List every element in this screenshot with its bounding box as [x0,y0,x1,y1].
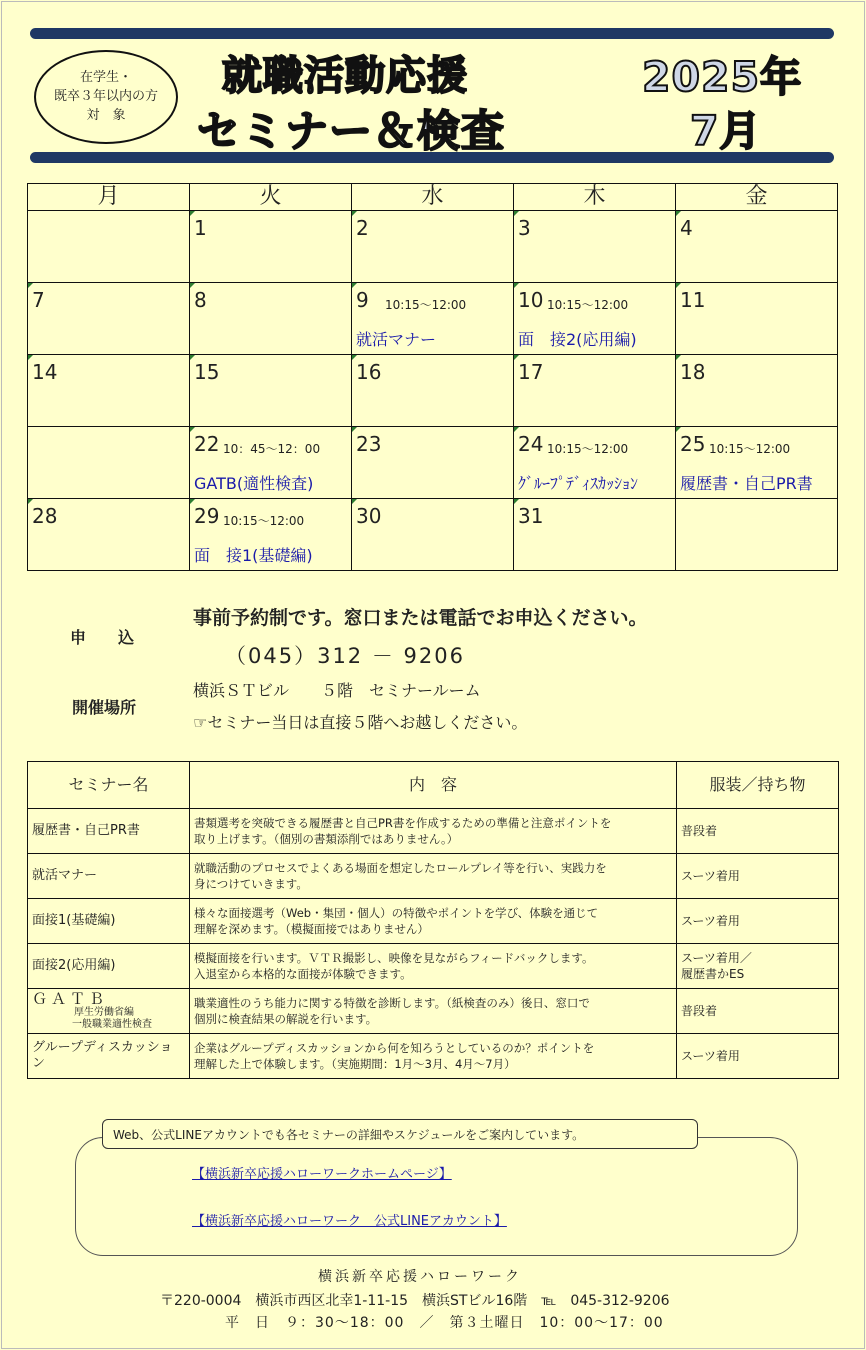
seminar-time: 10:15～12:00 [547,298,629,312]
homepage-link[interactable]: 【横浜新卒応援ハローワークホームページ】 [192,1167,452,1182]
seminar-name-cell [28,989,190,1034]
seminar-title: 面 接2(応用編) [518,330,637,349]
seminar-name-cell [28,1034,190,1079]
day-number: 14 [32,360,58,384]
seminar-name: 就活マナー [32,868,98,883]
calendar-day-cell [28,283,190,355]
seminar-time: 10:15～12:00 [709,442,791,456]
day-number: 8 [194,288,207,312]
link-note: Web、公式LINEアカウントでも各セミナーの詳細やスケジュールをご案内しています。 [102,1119,698,1149]
seminar-row [28,854,839,899]
day-number: 10 [518,288,544,312]
calendar-day-cell [514,355,676,427]
apply-text: 事前予約制です。窓口または電話でお申込ください。 [193,607,648,629]
seminar-dress: スーツ着用 [677,1034,839,1079]
weekday-header: 水 [352,184,514,211]
calendar-week [28,427,838,499]
day-number: 28 [32,504,58,528]
seminar-table [27,761,839,1079]
weekday-header: 金 [676,184,838,211]
seminar-title: 履歴書・自己PR書 [680,474,813,493]
seminar-dress: スーツ着用 [677,854,839,899]
link-box [75,1137,798,1256]
seminar-name: 履歴書・自己PR書 [32,823,140,838]
calendar-day-cell [28,427,190,499]
day-number: 24 [518,432,544,456]
seminar-name: 面接2(応用編) [32,958,116,973]
calendar-day-cell [190,499,352,571]
calendar-day-cell [352,355,514,427]
seminar-dress: 普段着 [677,989,839,1034]
seminar-content: 職業適性のうち能力に関する特徴を診断します。（紙検査のみ）後日、窓口で 個別に検査結果の解説を行います。 [190,989,677,1034]
title-main: 就職活動応援 [222,53,468,99]
day-number: 15 [194,360,220,384]
day-number: 31 [518,504,544,528]
day-number: 23 [356,432,382,456]
day-number: 11 [680,288,706,312]
seminar-time: 10:15～12:00 [223,514,305,528]
footer-hours: 平 日 ９：30～18：00 ／ 第３土曜日 10：00～17：00 [225,1315,664,1331]
seminar-name-sub: 一般職業適性検査 [72,1019,152,1030]
calendar-day-cell [28,499,190,571]
apply-phone: （045）312 － 9206 [225,644,465,668]
calendar-day-cell [28,355,190,427]
calendar-day-cell [676,499,838,571]
target-line: 既卒３年以内の方 [53,89,158,104]
seminar-dress: スーツ着用 [677,899,839,944]
venue-note: ☞セミナー当日は直接５階へお越しください。 [193,713,528,732]
day-number: 25 [680,432,706,456]
seminar-name-cell [28,809,190,854]
day-number: 4 [680,216,693,240]
calendar-day-cell [190,427,352,499]
seminar-time: 10:15～12:00 [385,298,467,312]
calendar-day-cell [352,211,514,283]
seminar-name-cell [28,854,190,899]
seminar-name: 面接1(基礎編) [32,913,116,928]
day-number: 30 [356,504,382,528]
calendar-day-cell [352,283,514,355]
calendar-day-cell [190,211,352,283]
calendar-day-cell [514,427,676,499]
weekday-row [28,184,838,211]
seminar-name: ＧＡＴＢ [32,990,109,1008]
seminar-dress: スーツ着用／ 履歴書かES [677,944,839,989]
seminar-dress: 普段着 [677,809,839,854]
seminar-content: 就職活動のプロセスでよくある場面を想定したロールプレイ等を行い、実践力を 身につけていきます。 [190,854,677,899]
seminar-content: 企業はグループディスカッションから何を知ろうとしているのか？ポイントを 理解した上で体験します。（実施期間：1月～3月、4月～7月） [190,1034,677,1079]
calendar-week [28,211,838,283]
calendar-day-cell [676,211,838,283]
target-line: 対 象 [86,108,126,123]
seminar-row [28,899,839,944]
seminar-row [28,989,839,1034]
calendar-day-cell [676,283,838,355]
calendar-week [28,355,838,427]
col-header-dress: 服装／持ち物 [677,762,839,809]
seminar-time: 10：45～12：00 [223,442,321,456]
title-year: 2025年 [642,53,803,101]
target-badge [34,50,178,144]
day-number: 29 [194,504,220,528]
calendar-week [28,499,838,571]
day-number: 1 [194,216,207,240]
seminar-title: 就活マナー [356,330,437,349]
day-number: 17 [518,360,544,384]
top-bar [30,28,834,39]
target-line: 在学生・ [79,70,132,85]
col-header-content: 内 容 [190,762,677,809]
calendar-day-cell [352,499,514,571]
seminar-name: グループディスカッション [32,1040,173,1071]
seminar-name-cell [28,899,190,944]
day-number: 16 [356,360,382,384]
weekday-header: 木 [514,184,676,211]
calendar-day-cell [514,211,676,283]
seminar-content: 書類選考を突破できる履歴書と自己PR書を作成するための準備と注意ポイントを 取り上げます。（個別の書類添削ではありません。） [190,809,677,854]
calendar-day-cell [190,355,352,427]
day-number: 2 [356,216,369,240]
calendar-day-cell [352,427,514,499]
seminar-title: GATB(適性検査) [194,474,314,493]
footer-org: 横浜新卒応援ハローワーク [318,1269,522,1285]
seminar-title: 面 接1(基礎編) [194,546,313,565]
day-number: 18 [680,360,706,384]
day-number: 9 [356,288,369,312]
footer-address: 〒220-0004 横浜市西区北幸1-11-15 横浜STビル16階 ℡ 045-312-9206 [160,1293,670,1309]
day-number: 22 [194,432,220,456]
calendar [27,183,838,571]
title-month: 7月 [690,107,762,155]
seminar-time: 10:15～12:00 [547,442,629,456]
seminar-row [28,944,839,989]
day-number: 7 [32,288,45,312]
calendar-day-cell [676,355,838,427]
seminar-content: 様々な面接選考（Web・集団・個人）の特徴やポイントを学び、体験を通じて 理解を深めます。（模擬面接ではありません） [190,899,677,944]
calendar-day-cell [28,211,190,283]
venue-text: 横浜ＳＴビル ５階 セミナールーム [193,681,481,700]
calendar-day-cell [676,427,838,499]
calendar-day-cell [514,499,676,571]
weekday-header: 火 [190,184,352,211]
seminar-row [28,1034,839,1079]
col-header-name: セミナー名 [28,762,190,809]
seminar-row [28,809,839,854]
apply-label: 申 込 [70,628,135,647]
seminar-title: ｸﾞﾙｰﾌﾟﾃﾞｨｽｶｯｼｮﾝ [518,474,639,493]
calendar-day-cell [514,283,676,355]
seminar-table-header [28,762,839,809]
venue-label: 開催場所 [72,698,137,717]
seminar-name-sub: 厚生労働省編 [74,1007,134,1018]
calendar-week [28,283,838,355]
day-number: 3 [518,216,531,240]
seminar-name-cell [28,944,190,989]
seminar-content: 模擬面接を行います。ＶＴＲ撮影し、映像を見ながらフィードバックします。 入退室から本格的な面接が体験できます。 [190,944,677,989]
weekday-header: 月 [28,184,190,211]
title-sub: セミナー＆検査 [197,107,505,157]
calendar-day-cell [190,283,352,355]
line-account-link[interactable]: 【横浜新卒応援ハローワーク 公式LINEアカウント】 [192,1214,507,1229]
